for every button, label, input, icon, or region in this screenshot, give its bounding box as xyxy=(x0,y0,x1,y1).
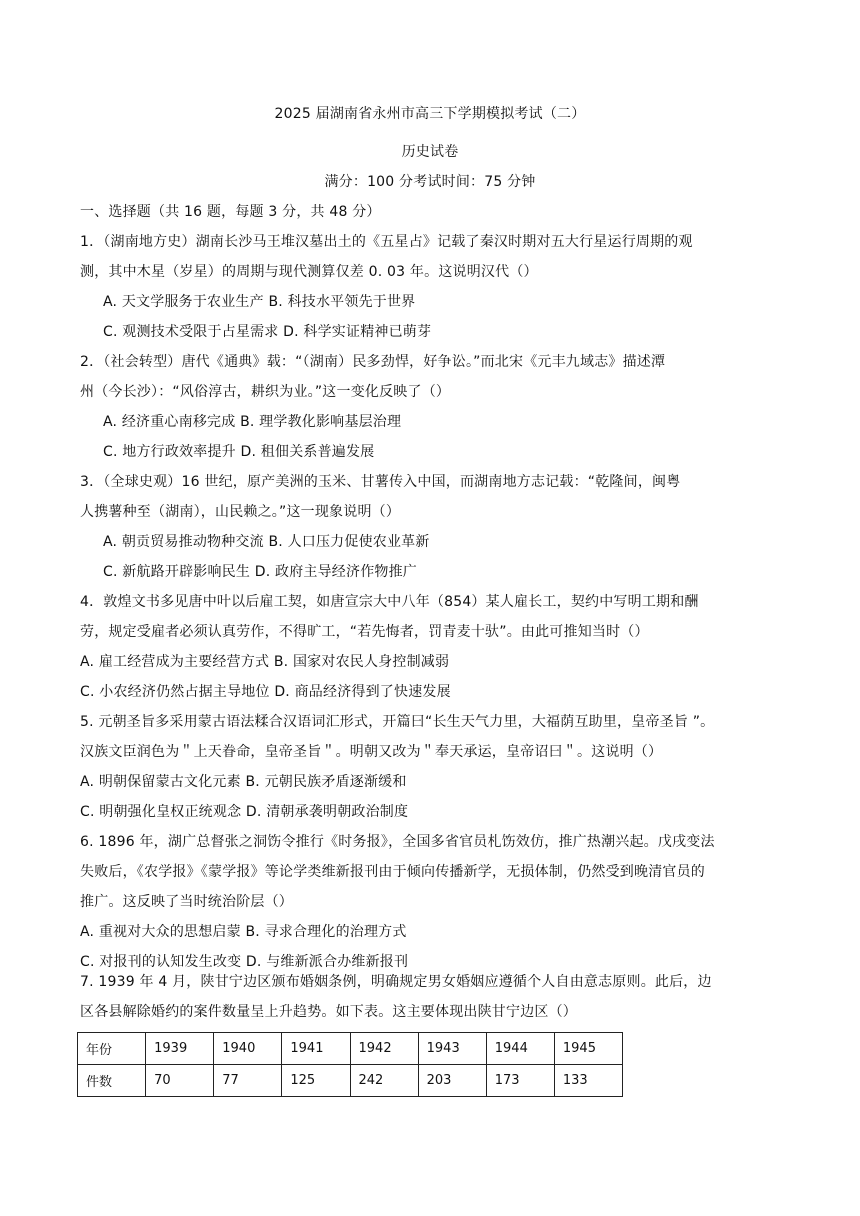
question-5-option-ab: A. 明朝保留蒙古文化元素 B. 元朝民族矛盾逐渐缓和 xyxy=(80,774,407,790)
table-cell: 70 xyxy=(146,1065,214,1097)
question-1-option-cd: C. 观测技术受限于占星需求 D. 科学实证精神已萌芽 xyxy=(103,324,432,340)
table-cell: 1941 xyxy=(282,1033,350,1065)
question-2-line-1: 2．（社会转型）唐代《通典》载：“（湖南）民多劲悍，好争讼。”而北宋《元丰九域志》描述潭 xyxy=(80,354,666,370)
exam-meta: 满分：100 分考试时间：75 分钟 xyxy=(324,174,536,190)
question-1-option-ab: A. 天文学服务于农业生产 B. 科技水平领先于世界 xyxy=(103,294,416,310)
question-6-option-cd: C. 对报刊的认知发生改变 D. 与维新派合办维新报刊 xyxy=(80,954,409,970)
question-2-line-2: 州（今长沙）：“风俗淳古，耕织为业。”这一变化反映了（） xyxy=(80,384,451,400)
table-cell: 125 xyxy=(282,1065,350,1097)
table-cell: 1940 xyxy=(214,1033,282,1065)
question-6-line-1: 6. 1896 年，湖广总督张之洞饬令推行《时务报》，全国多省官员札饬效仿，推广热潮兴起。戊戌变法 xyxy=(80,834,715,850)
question-3-option-cd: C. 新航路开辟影响民生 D. 政府主导经济作物推广 xyxy=(103,564,418,580)
table-cell: 242 xyxy=(350,1065,418,1097)
table-cell: 203 xyxy=(418,1065,486,1097)
table-header-cell: 年份 xyxy=(78,1033,146,1065)
table-cell: 1944 xyxy=(486,1033,554,1065)
question-6-line-3: 推广。这反映了当时统治阶层（） xyxy=(80,894,293,910)
question-7-line-1: 7. 1939 年 4 月，陕甘宁边区颁布婚姻条例，明确规定男女婚姻应遵循个人自由意志原则。此后，边 xyxy=(80,974,712,990)
table-cell: 1942 xyxy=(350,1033,418,1065)
question-1-line-1: 1．（湖南地方史）湖南长沙马王堆汉墓出土的《五星占》记载了秦汉时期对五大行星运行周期的观 xyxy=(80,234,693,250)
section-heading: 一、选择题（共 16 题，每题 3 分，共 48 分） xyxy=(80,204,381,220)
question-4-option-ab: A. 雇工经营成为主要经营方式 B. 国家对农民人身控制减弱 xyxy=(80,654,450,670)
exam-title: 2025 届湖南省永州市高三下学期模拟考试（二） xyxy=(274,106,586,122)
question-5-option-cd: C. 明朝强化皇权正统观念 D. 清朝承袭明朝政治制度 xyxy=(80,804,409,820)
table-cell: 173 xyxy=(486,1065,554,1097)
table-cell: 133 xyxy=(554,1065,622,1097)
exam-subject: 历史试卷 xyxy=(401,144,459,160)
question-6-line-2: 失败后，《农学报》《蒙学报》等论学类维新报刊由于倾向传播新学，无损体制，仍然受到晚清官员的 xyxy=(80,864,705,880)
table-cell: 1943 xyxy=(418,1033,486,1065)
question-1-line-2: 测，其中木星（岁星）的周期与现代测算仅差 0. 03 年。这说明汉代（） xyxy=(80,264,538,280)
table-row xyxy=(78,1065,623,1097)
table-row xyxy=(78,1033,623,1065)
table-cell: 1939 xyxy=(146,1033,214,1065)
question-3-line-2: 人携薯种至（湖南），山民赖之。”这一现象说明（） xyxy=(80,504,401,520)
table-cell: 77 xyxy=(214,1065,282,1097)
question-4-option-cd: C. 小农经济仍然占据主导地位 D. 商品经济得到了快速发展 xyxy=(80,684,451,700)
question-3-line-1: 3．（全球史观）16 世纪，原产美洲的玉米、甘薯传入中国，而湖南地方志记载：“乾隆间，闽粤 xyxy=(80,474,681,490)
question-5-line-2: 汉族文臣润色为＂上天眷命，皇帝圣旨＂。明朝又改为＂奉天承运，皇帝诏曰＂。这说明（） xyxy=(80,744,663,760)
question-7-line-2: 区各县解除婚约的案件数量呈上升趋势。如下表。这主要体现出陕甘宁边区（） xyxy=(80,1004,577,1020)
question-5-line-1: 5. 元朝圣旨多采用蒙古语法糅合汉语词汇形式，开篇曰“长生天气力里，大福荫互助里，皇帝圣旨 ”。 xyxy=(80,714,715,730)
table-cell: 1945 xyxy=(554,1033,622,1065)
question-6-option-ab: A. 重视对大众的思想启蒙 B. 寻求合理化的治理方式 xyxy=(80,924,407,940)
divorce-cases-table xyxy=(77,1032,623,1097)
question-2-option-ab: A. 经济重心南移完成 B. 理学教化影响基层治理 xyxy=(103,414,402,430)
question-4-line-1: 4．敦煌文书多见唐中叶以后雇工契，如唐宣宗大中八年（854）某人雇长工，契约中写明工期和酬 xyxy=(80,594,699,610)
question-3-option-ab: A. 朝贡贸易推动物种交流 B. 人口压力促使农业革新 xyxy=(103,534,430,550)
question-2-option-cd: C. 地方行政效率提升 D. 租佃关系普遍发展 xyxy=(103,444,375,460)
table-header-cell: 件数 xyxy=(78,1065,146,1097)
question-4-line-2: 劳，规定受雇者必须认真劳作，不得旷工，“若先悔者，罚青麦十驮”。由此可推知当时（） xyxy=(80,624,649,640)
